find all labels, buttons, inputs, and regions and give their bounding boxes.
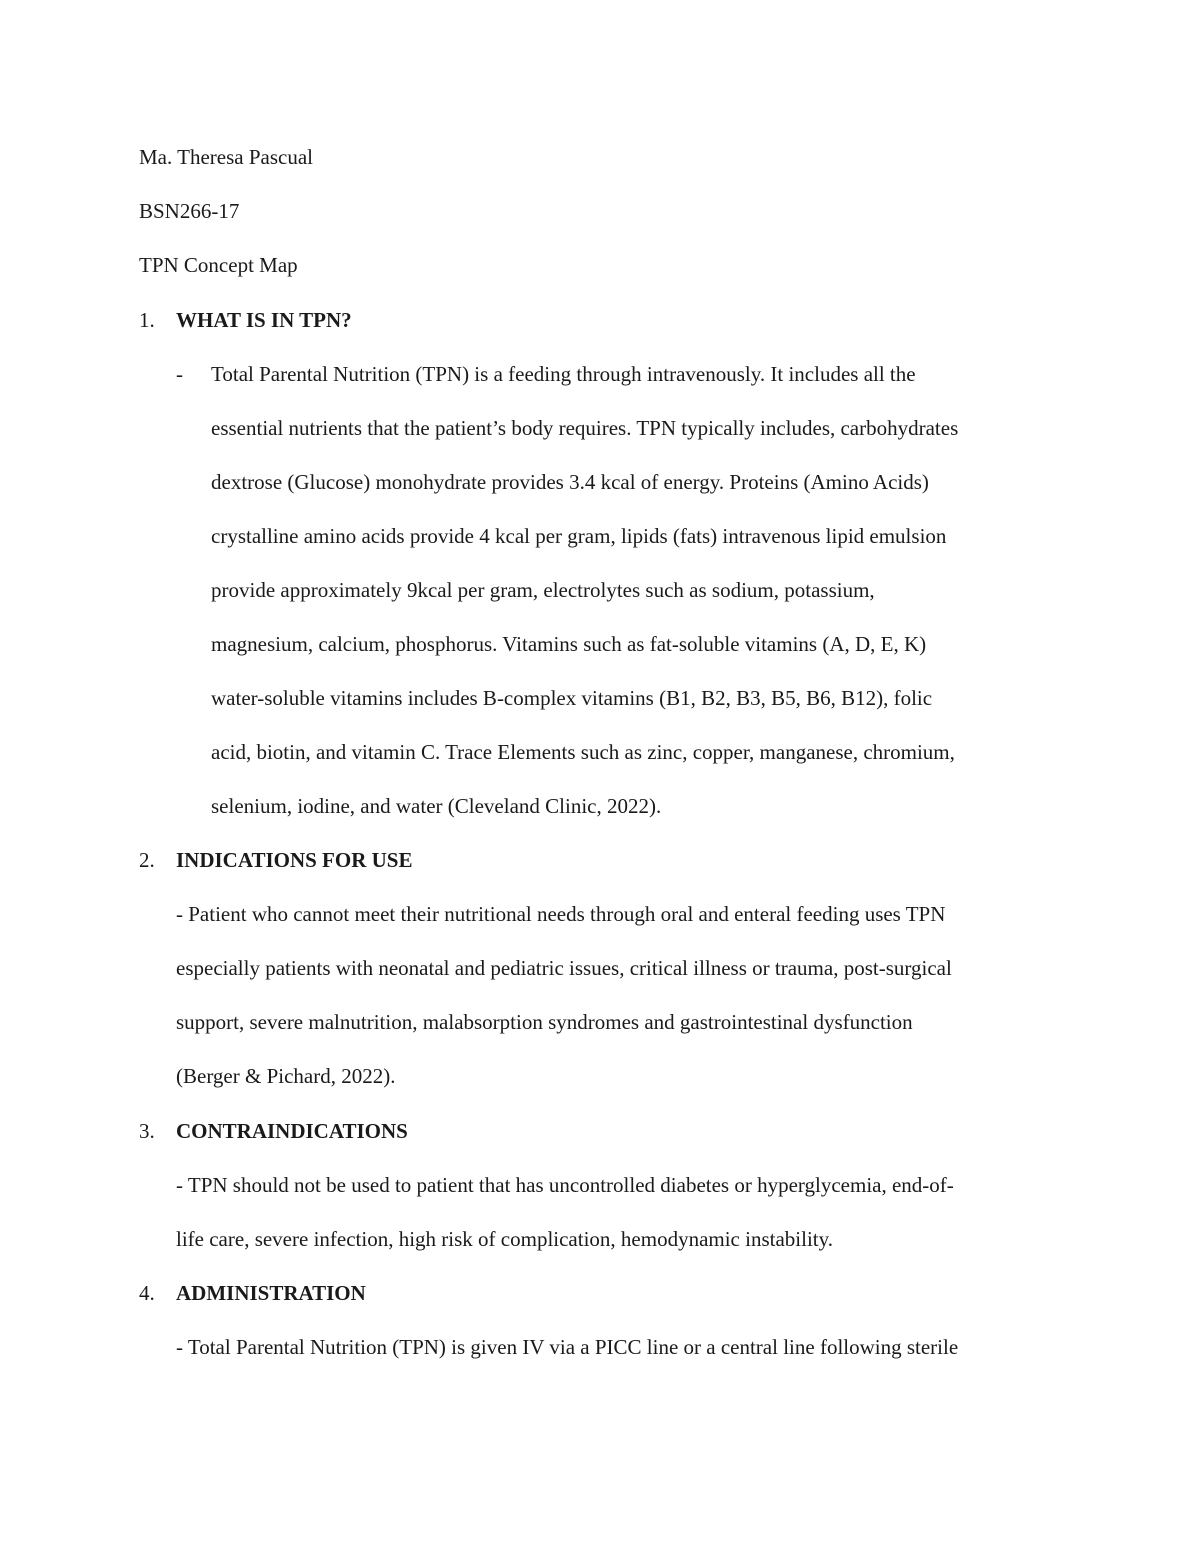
paragraph-line: provide approximately 9kcal per gram, electrolytes such as sodium, potassium, [211, 578, 875, 602]
author-name: Ma. Theresa Pascual [139, 145, 313, 169]
section-heading-administration: ADMINISTRATION [176, 1281, 366, 1305]
section-number: 3. [139, 1119, 155, 1143]
paragraph-line: water-soluble vitamins includes B-complex vitamins (B1, B2, B3, B5, B6, B12), folic [211, 686, 933, 710]
paragraph-line: dextrose (Glucose) monohydrate provides 3.4 kcal of energy. Proteins (Amino Acids) [211, 470, 929, 494]
section-heading-contraindications: CONTRAINDICATIONS [176, 1119, 408, 1143]
bullet-dash: - [176, 362, 183, 386]
section-number: 1. [139, 308, 155, 332]
paragraph-line: life care, severe infection, high risk of complication, hemodynamic instability. [176, 1227, 834, 1251]
section-number: 2. [139, 848, 155, 872]
paragraph-line: - Patient who cannot meet their nutritional needs through oral and enteral feeding uses TPN [176, 902, 946, 926]
paragraph-line: - TPN should not be used to patient that has uncontrolled diabetes or hyperglycemia, end-of- [176, 1173, 954, 1197]
paragraph-line: support, severe malnutrition, malabsorption syndromes and gastrointestinal dysfunction [176, 1010, 913, 1034]
paragraph-line: essential nutrients that the patient’s body requires. TPN typically includes, carbohydrates [211, 416, 959, 440]
paragraph-line: acid, biotin, and vitamin C. Trace Elements such as zinc, copper, manganese, chromium, [211, 740, 955, 764]
section-heading-indications: INDICATIONS FOR USE [176, 848, 413, 872]
section-heading-what-is-in-tpn: WHAT IS IN TPN? [176, 308, 352, 332]
paragraph-line: (Berger & Pichard, 2022). [176, 1064, 396, 1088]
section-number: 4. [139, 1281, 155, 1305]
paragraph-line: especially patients with neonatal and pediatric issues, critical illness or trauma, post-surgical [176, 956, 952, 980]
paragraph-line: - Total Parental Nutrition (TPN) is given IV via a PICC line or a central line following sterile [176, 1335, 959, 1359]
course-section: BSN266-17 [139, 199, 240, 223]
paragraph-line: crystalline amino acids provide 4 kcal per gram, lipids (fats) intravenous lipid emulsion [211, 524, 947, 548]
document-title: TPN Concept Map [139, 253, 298, 277]
paragraph-line: selenium, iodine, and water (Cleveland Clinic, 2022). [211, 794, 662, 818]
paragraph-line: Total Parental Nutrition (TPN) is a feeding through intravenously. It includes all the [211, 362, 916, 386]
paragraph-line: magnesium, calcium, phosphorus. Vitamins such as fat-soluble vitamins (A, D, E, K) [211, 632, 927, 656]
